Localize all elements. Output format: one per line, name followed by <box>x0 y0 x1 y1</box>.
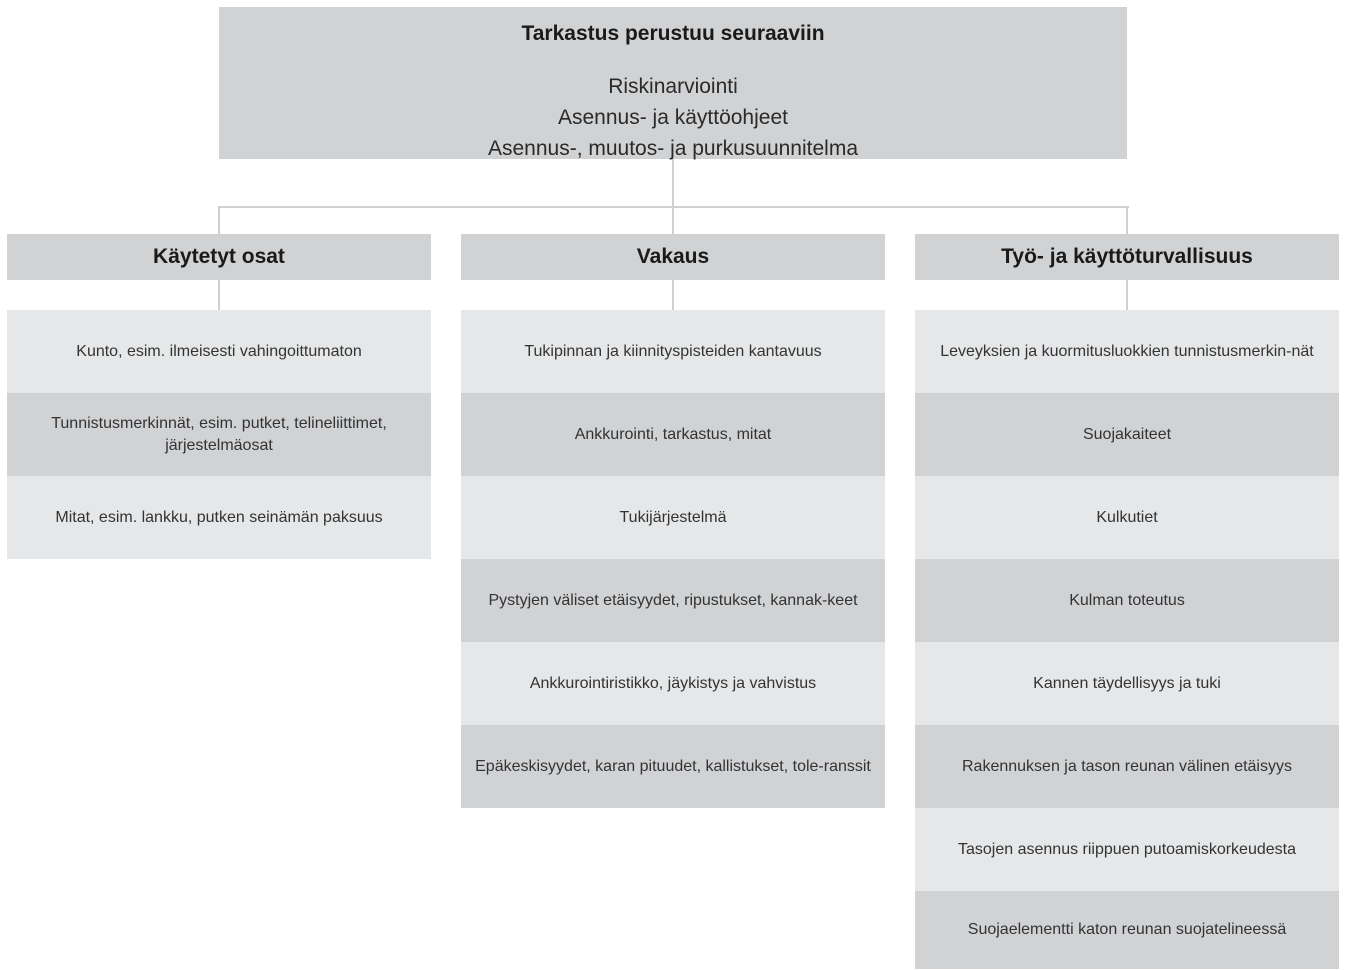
list-item: Kannen täydellisyys ja tuki <box>915 642 1339 725</box>
root-item-plan: Asennus-, muutos- ja purkusuunnitelma <box>487 137 859 160</box>
branch-drop-right <box>1126 206 1128 234</box>
root-items <box>219 71 1127 164</box>
column-header-stability: Vakaus <box>461 234 885 280</box>
column-work-safety <box>915 234 1339 969</box>
root-box <box>219 7 1127 159</box>
branch-drop-left <box>218 206 220 234</box>
branch-drop-middle <box>672 206 674 234</box>
list-item: Kulkutiet <box>915 476 1339 559</box>
column-stability <box>461 234 885 808</box>
column-stem-connector <box>672 280 674 310</box>
root-item-risk-assessment: Riskinarviointi <box>608 75 738 98</box>
column-used-parts <box>7 234 431 559</box>
column-stem-connector <box>218 280 220 310</box>
list-item: Ankkurointi, tarkastus, mitat <box>461 393 885 476</box>
list-item: Suojaelementti katon reunan suojatelineessä <box>915 891 1339 969</box>
root-item-instructions: Asennus- ja käyttöohjeet <box>558 106 788 129</box>
list-item: Kulman toteutus <box>915 559 1339 642</box>
list-item: Leveyksien ja kuormitusluokkien tunnistusmerkin-nät <box>915 310 1339 393</box>
list-item: Tukipinnan ja kiinnityspisteiden kantavuus <box>461 310 885 393</box>
list-item: Suojakaiteet <box>915 393 1339 476</box>
column-stem-connector <box>1126 280 1128 310</box>
list-item: Tunnistusmerkinnät, esim. putket, telineliittimet, järjestelmäosat <box>7 393 431 476</box>
root-title: Tarkastus perustuu seuraaviin <box>521 22 825 45</box>
list-item: Ankkurointiristikko, jäykistys ja vahvistus <box>461 642 885 725</box>
horizontal-branch-connector <box>219 206 1129 208</box>
list-item: Kunto, esim. ilmeisesti vahingoittumaton <box>7 310 431 393</box>
column-header-used-parts: Käytetyt osat <box>7 234 431 280</box>
list-item: Tasojen asennus riippuen putoamiskorkeudesta <box>915 808 1339 891</box>
list-item: Tukijärjestelmä <box>461 476 885 559</box>
list-item: Pystyjen väliset etäisyydet, ripustukset, kannak-keet <box>461 559 885 642</box>
list-item: Mitat, esim. lankku, putken seinämän paksuus <box>7 476 431 559</box>
list-item: Rakennuksen ja tason reunan välinen etäisyys <box>915 725 1339 808</box>
list-item: Epäkeskisyydet, karan pituudet, kallistukset, tole-ranssit <box>461 725 885 808</box>
column-header-work-safety: Työ- ja käyttöturvallisuus <box>915 234 1339 280</box>
root-stem-connector <box>672 159 674 207</box>
